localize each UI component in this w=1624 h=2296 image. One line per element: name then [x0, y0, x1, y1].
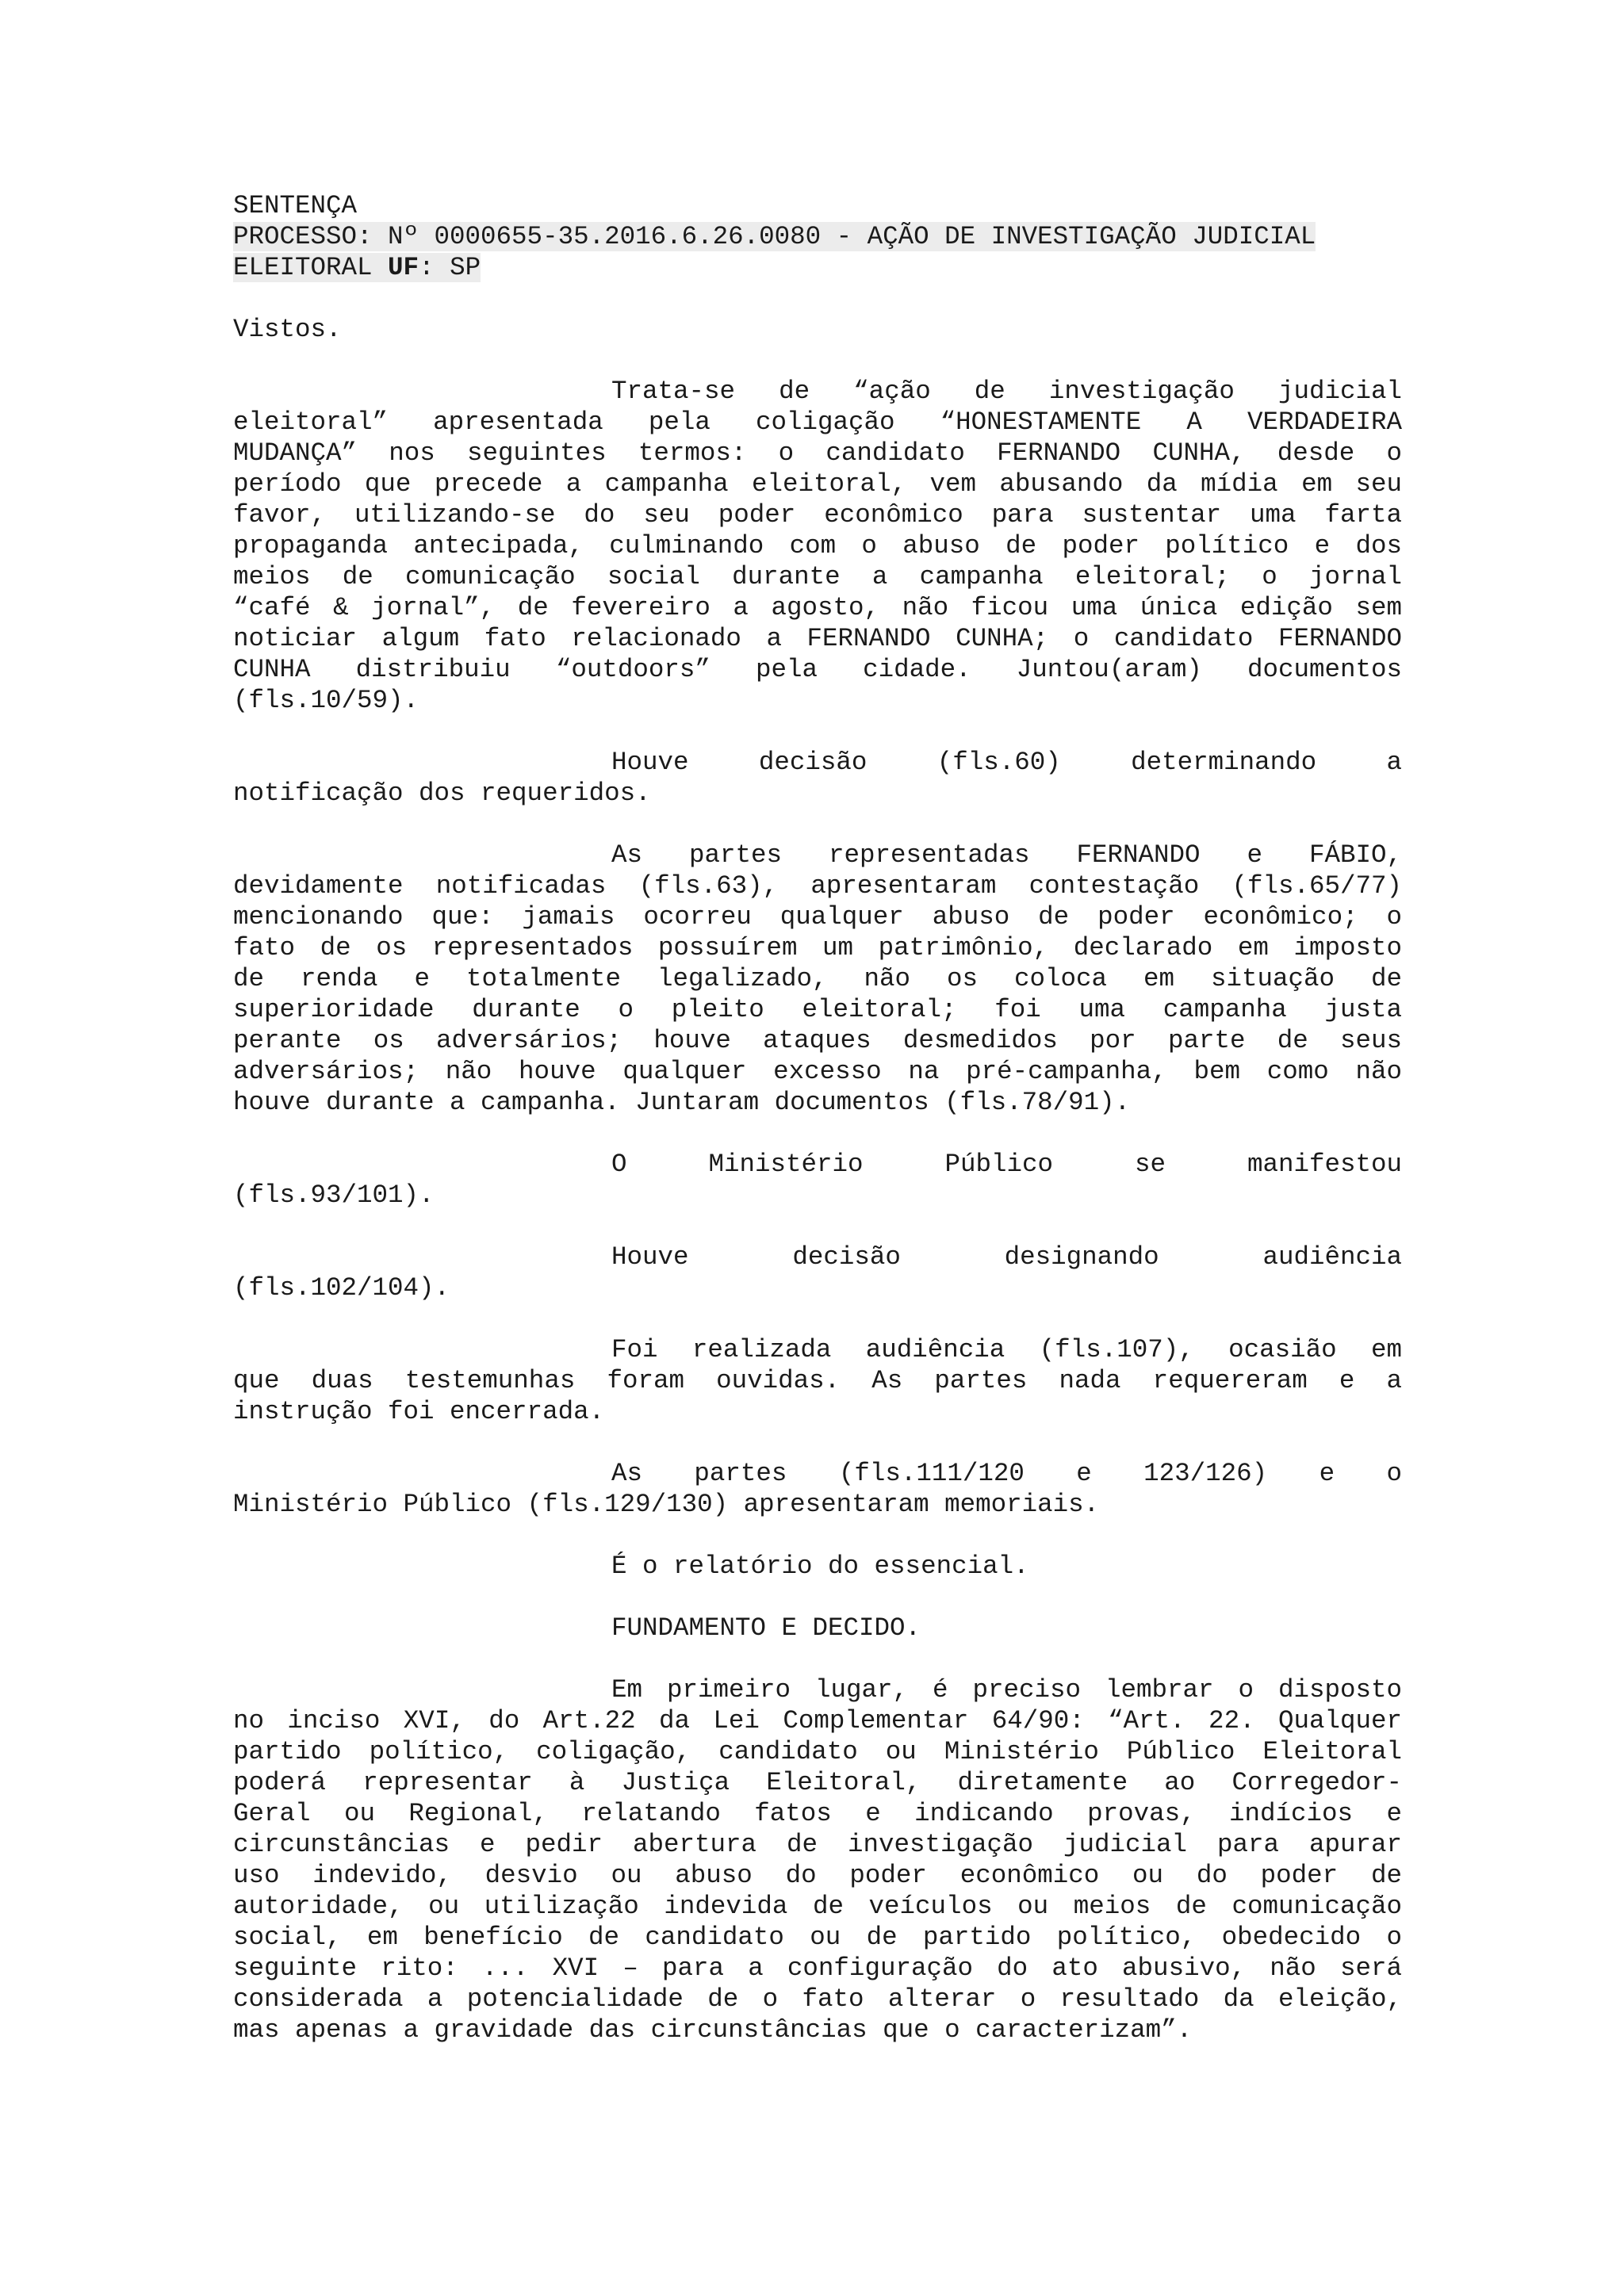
paragraph-line: É o relatório do essencial. [611, 1552, 1029, 1581]
paragraph-line: uso indevido, desvio ou abuso do poder econômico ou do poder de [233, 1861, 1402, 1890]
paragraph-6 [233, 1334, 1402, 1427]
paragraph-line: MUDANÇA” nos seguintes termos: o candidato FERNANDO CUNHA, desde o [233, 438, 1402, 468]
paragraph-line: Houve decisão designando audiência [611, 1242, 1402, 1272]
paragraph-5 [233, 1242, 1402, 1303]
paragraph-line: superioridade durante o pleito eleitoral; foi uma campanha justa [233, 995, 1402, 1024]
paragraph-line: fato de os representados possuírem um patrimônio, declarado em imposto [233, 933, 1402, 962]
paragraph-8 [233, 1551, 1402, 1582]
paragraph-line: partido político, coligação, candidato ou Ministério Público Eleitoral [233, 1737, 1402, 1766]
paragraph-line: que duas testemunhas foram ouvidas. As partes nada requereram e a [233, 1366, 1402, 1395]
uf-value: : SP [419, 253, 481, 282]
paragraph-line: Ministério Público (fls.129/130) apresentaram memoriais. [233, 1490, 1100, 1519]
vistos-paragraph [233, 314, 1402, 345]
paragraph-10 [233, 1674, 1402, 2045]
paragraph-line: perante os adversários; houve ataques desmedidos por parte de seus [233, 1026, 1402, 1055]
paragraph-4 [233, 1149, 1402, 1211]
paragraph-line: “café & jornal”, de fevereiro a agosto, não ficou uma única edição sem [233, 593, 1402, 622]
paragraph-line: O Ministério Público se manifestou [611, 1150, 1402, 1179]
paragraph-line: seguinte rito: ... XVI – para a configuração do ato abusivo, não será [233, 1954, 1402, 1983]
paragraph-line: meios de comunicação social durante a campanha eleitoral; o jornal [233, 562, 1402, 591]
paragraph-1 [233, 376, 1402, 716]
paragraph-9 [233, 1613, 1402, 1644]
paragraph-line: As partes (fls.111/120 e 123/126) e o [611, 1459, 1402, 1488]
process-line-2 [233, 252, 1402, 283]
document-title: SENTENÇA [233, 191, 358, 220]
paragraph-line: favor, utilizando-se do seu poder econômico para sustentar uma farta [233, 500, 1402, 530]
paragraph-line: autoridade, ou utilização indevida de veículos ou meios de comunicação [233, 1892, 1402, 1921]
document-header [233, 190, 1402, 283]
paragraph-line: poderá representar à Justiça Eleitoral, diretamente ao Corregedor- [233, 1768, 1402, 1797]
process-number: PROCESSO: Nº 0000655-35.2016.6.26.0080 - AÇÃO DE INVESTIGAÇÃO JUDICIAL [233, 222, 1316, 251]
paragraph-line: CUNHA distribuiu “outdoors” pela cidade. Juntou(aram) documentos [233, 655, 1402, 684]
paragraph-line: adversários; não houve qualquer excesso na pré-campanha, bem como não [233, 1057, 1402, 1086]
paragraph-line: período que precede a campanha eleitoral, vem abusando da mídia em seu [233, 469, 1402, 499]
vistos-text: Vistos. [233, 315, 342, 344]
process-type-tail: ELEITORAL [233, 253, 389, 282]
paragraph-line: Geral ou Regional, relatando fatos e indicando provas, indícios e [233, 1799, 1402, 1828]
paragraph-line: As partes representadas FERNANDO e FÁBIO, [611, 840, 1402, 870]
paragraph-line: Em primeiro lugar, é preciso lembrar o disposto [611, 1675, 1402, 1705]
paragraph-line: Houve decisão (fls.60) determinando a [611, 748, 1402, 777]
paragraph-line: considerada a potencialidade de o fato alterar o resultado da eleição, [233, 1984, 1402, 2014]
paragraph-line: propaganda antecipada, culminando com o abuso de poder político e dos [233, 531, 1402, 561]
paragraph-line: (fls.102/104). [233, 1273, 450, 1303]
paragraph-line: noticiar algum fato relacionado a FERNANDO CUNHA; o candidato FERNANDO [233, 624, 1402, 653]
paragraph-line: mencionando que: jamais ocorreu qualquer abuso de poder econômico; o [233, 902, 1402, 932]
paragraph-7 [233, 1458, 1402, 1520]
document-page [233, 190, 1402, 2076]
paragraph-line: social, em benefício de candidato ou de partido político, obedecido o [233, 1923, 1402, 1952]
paragraph-line: houve durante a campanha. Juntaram documentos (fls.78/91). [233, 1088, 1131, 1117]
paragraph-line: FUNDAMENTO E DECIDO. [611, 1613, 921, 1643]
paragraph-line: Trata-se de “ação de investigação judicial [611, 377, 1402, 406]
paragraph-line: (fls.93/101). [233, 1181, 435, 1210]
paragraph-line: mas apenas a gravidade das circunstâncias que o caracterizam”. [233, 2015, 1193, 2045]
paragraph-line: notificação dos requeridos. [233, 779, 651, 808]
paragraph-line: devidamente notificadas (fls.63), apresentaram contestação (fls.65/77) [233, 871, 1402, 901]
paragraph-line: instrução foi encerrada. [233, 1397, 605, 1426]
paragraph-2 [233, 747, 1402, 809]
paragraph-line: Foi realizada audiência (fls.107), ocasião em [611, 1335, 1402, 1364]
paragraph-line: no inciso XVI, do Art.22 da Lei Complementar 64/90: “Art. 22. Qualquer [233, 1706, 1402, 1735]
paragraph-line: eleitoral” apresentada pela coligação “HONESTAMENTE A VERDADEIRA [233, 408, 1402, 437]
paragraph-line: de renda e totalmente legalizado, não os coloca em situação de [233, 964, 1402, 993]
process-line-1 [233, 221, 1402, 252]
paragraph-3 [233, 840, 1402, 1118]
process-line-2-highlight [233, 253, 481, 282]
paragraph-line: circunstâncias e pedir abertura de investigação judicial para apurar [233, 1830, 1402, 1859]
paragraph-line: (fls.10/59). [233, 686, 419, 715]
uf-label: UF [388, 253, 419, 282]
